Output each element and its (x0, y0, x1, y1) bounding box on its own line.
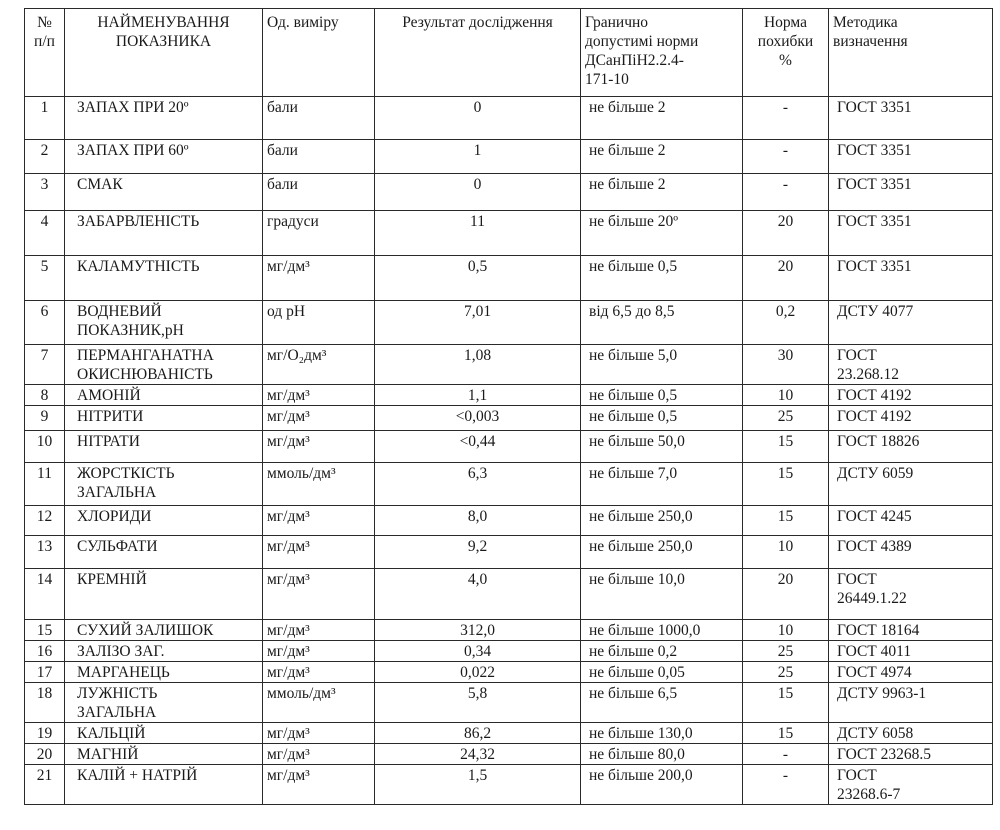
cell-method: ДСТУ 9963-1 (829, 683, 993, 723)
cell-error-norm: 10 (743, 620, 829, 641)
cell-indicator-name: ЗАЛІЗО ЗАГ. (65, 641, 263, 662)
water-analysis-table (24, 8, 993, 805)
cell-indicator-name: СУЛЬФАТИ (65, 536, 263, 569)
cell-row-number: 7 (25, 345, 65, 385)
cell-result: 11 (375, 211, 581, 256)
cell-method: ГОСТ 18826 (829, 431, 993, 463)
table-row (25, 406, 993, 431)
cell-method: ГОСТ 4389 (829, 536, 993, 569)
cell-row-number: 2 (25, 140, 65, 174)
cell-error-norm: 10 (743, 536, 829, 569)
cell-error-norm: 30 (743, 345, 829, 385)
cell-indicator-name: СУХИЙ ЗАЛИШОК (65, 620, 263, 641)
cell-method: ГОСТ 4245 (829, 506, 993, 536)
cell-row-number: 20 (25, 744, 65, 765)
cell-indicator-name: ЖОРСТКІСТЬ ЗАГАЛЬНА (65, 463, 263, 506)
cell-error-norm: - (743, 744, 829, 765)
cell-unit: мг/дм³ (263, 406, 375, 431)
cell-method: ГОСТ 3351 (829, 140, 993, 174)
table-row (25, 536, 993, 569)
cell-method: ГОСТ 4192 (829, 385, 993, 406)
cell-permissible-limit: не більше 5,0 (581, 345, 743, 385)
cell-row-number: 12 (25, 506, 65, 536)
cell-unit: мг/дм³ (263, 620, 375, 641)
cell-result: 0,34 (375, 641, 581, 662)
cell-method: ГОСТ 4192 (829, 406, 993, 431)
cell-result: 5,8 (375, 683, 581, 723)
cell-permissible-limit: не більше 0,2 (581, 641, 743, 662)
table-row (25, 569, 993, 620)
cell-unit: бали (263, 140, 375, 174)
cell-error-norm: 15 (743, 723, 829, 744)
cell-unit: ммоль/дм³ (263, 463, 375, 506)
table-row (25, 683, 993, 723)
cell-method: ГОСТ 3351 (829, 256, 993, 301)
cell-indicator-name: КАЛІЙ + НАТРІЙ (65, 765, 263, 805)
cell-permissible-limit: не більше 130,0 (581, 723, 743, 744)
cell-permissible-limit: від 6,5 до 8,5 (581, 301, 743, 345)
cell-error-norm: 20 (743, 211, 829, 256)
cell-method: ДСТУ 6058 (829, 723, 993, 744)
cell-permissible-limit: не більше 20º (581, 211, 743, 256)
cell-indicator-name: КРЕМНІЙ (65, 569, 263, 620)
cell-method: ГОСТ 18164 (829, 620, 993, 641)
cell-row-number: 6 (25, 301, 65, 345)
cell-method: ГОСТ 3351 (829, 97, 993, 140)
cell-row-number: 19 (25, 723, 65, 744)
cell-result: 4,0 (375, 569, 581, 620)
cell-method: ГОСТ 4011 (829, 641, 993, 662)
cell-unit: мг/дм³ (263, 765, 375, 805)
cell-error-norm: 25 (743, 406, 829, 431)
header-tolerance: Норма похибки % (743, 9, 829, 97)
cell-result: 0 (375, 97, 581, 140)
cell-permissible-limit: не більше 200,0 (581, 765, 743, 805)
cell-method: ГОСТ 23.268.12 (829, 345, 993, 385)
cell-row-number: 15 (25, 620, 65, 641)
table-row (25, 662, 993, 683)
cell-indicator-name: АМОНІЙ (65, 385, 263, 406)
cell-row-number: 16 (25, 641, 65, 662)
cell-indicator-name: НІТРИТИ (65, 406, 263, 431)
header-method: Методика визначення (829, 9, 993, 97)
cell-permissible-limit: не більше 2 (581, 174, 743, 211)
cell-unit: ммоль/дм³ (263, 683, 375, 723)
cell-result: 312,0 (375, 620, 581, 641)
table-row (25, 385, 993, 406)
header-unit: Од. виміру (263, 9, 375, 97)
table-row (25, 345, 993, 385)
table-header-row (25, 9, 993, 97)
cell-unit: мг/дм³ (263, 431, 375, 463)
cell-indicator-name: ЗАПАХ ПРИ 20º (65, 97, 263, 140)
cell-result: 1,08 (375, 345, 581, 385)
cell-error-norm: - (743, 140, 829, 174)
cell-indicator-name: ВОДНЕВИЙ ПОКАЗНИК,рН (65, 301, 263, 345)
cell-error-norm: 15 (743, 463, 829, 506)
cell-unit: мг/дм³ (263, 723, 375, 744)
header-result: Результат дослідження (375, 9, 581, 97)
cell-permissible-limit: не більше 0,5 (581, 256, 743, 301)
table-row (25, 211, 993, 256)
table-row (25, 723, 993, 744)
cell-unit: од рН (263, 301, 375, 345)
cell-result: 1,5 (375, 765, 581, 805)
cell-row-number: 9 (25, 406, 65, 431)
cell-unit: мг/дм³ (263, 385, 375, 406)
cell-result: 1,1 (375, 385, 581, 406)
cell-row-number: 3 (25, 174, 65, 211)
cell-row-number: 14 (25, 569, 65, 620)
cell-unit: мг/дм³ (263, 536, 375, 569)
cell-row-number: 17 (25, 662, 65, 683)
table-row (25, 620, 993, 641)
cell-indicator-name: КАЛЬЦІЙ (65, 723, 263, 744)
table-body (25, 97, 993, 805)
table-row (25, 744, 993, 765)
cell-permissible-limit: не більше 0,5 (581, 385, 743, 406)
cell-method: ГОСТ 23268.6-7 (829, 765, 993, 805)
cell-method: ГОСТ 3351 (829, 211, 993, 256)
table-row (25, 174, 993, 211)
cell-error-norm: 25 (743, 662, 829, 683)
table-row (25, 301, 993, 345)
cell-permissible-limit: не більше 10,0 (581, 569, 743, 620)
header-indicator-name: НАЙМЕНУВАННЯ ПОКАЗНИКА (65, 9, 263, 97)
table-row (25, 431, 993, 463)
table-row (25, 765, 993, 805)
cell-indicator-name: ЛУЖНІСТЬ ЗАГАЛЬНА (65, 683, 263, 723)
cell-permissible-limit: не більше 1000,0 (581, 620, 743, 641)
cell-unit: мг/дм³ (263, 641, 375, 662)
cell-error-norm: 20 (743, 256, 829, 301)
cell-permissible-limit: не більше 7,0 (581, 463, 743, 506)
cell-error-norm: - (743, 765, 829, 805)
cell-permissible-limit: не більше 2 (581, 97, 743, 140)
cell-row-number: 1 (25, 97, 65, 140)
table-row (25, 463, 993, 506)
cell-indicator-name: МАГНІЙ (65, 744, 263, 765)
cell-error-norm: - (743, 174, 829, 211)
cell-result: 7,01 (375, 301, 581, 345)
cell-method: ГОСТ 23268.5 (829, 744, 993, 765)
cell-indicator-name: КАЛАМУТНІСТЬ (65, 256, 263, 301)
cell-unit: мг/дм³ (263, 569, 375, 620)
cell-permissible-limit: не більше 2 (581, 140, 743, 174)
cell-indicator-name: МАРГАНЕЦЬ (65, 662, 263, 683)
cell-permissible-limit: не більше 0,5 (581, 406, 743, 431)
header-number: № п/п (25, 9, 65, 97)
cell-permissible-limit: не більше 50,0 (581, 431, 743, 463)
cell-result: 86,2 (375, 723, 581, 744)
cell-method: ГОСТ 26449.1.22 (829, 569, 993, 620)
cell-error-norm: 15 (743, 506, 829, 536)
cell-unit: мг/дм³ (263, 256, 375, 301)
cell-indicator-name: НІТРАТИ (65, 431, 263, 463)
cell-permissible-limit: не більше 250,0 (581, 536, 743, 569)
cell-result: 9,2 (375, 536, 581, 569)
table-row (25, 140, 993, 174)
cell-row-number: 18 (25, 683, 65, 723)
cell-unit: мг/дм³ (263, 662, 375, 683)
cell-indicator-name: ЗАБАРВЛЕНІСТЬ (65, 211, 263, 256)
cell-unit: градуси (263, 211, 375, 256)
cell-unit: мг/дм³ (263, 744, 375, 765)
cell-row-number: 4 (25, 211, 65, 256)
cell-result: 6,3 (375, 463, 581, 506)
table-row (25, 641, 993, 662)
cell-method: ДСТУ 4077 (829, 301, 993, 345)
cell-row-number: 5 (25, 256, 65, 301)
cell-result: 1 (375, 140, 581, 174)
cell-result: 0 (375, 174, 581, 211)
cell-result: 0,022 (375, 662, 581, 683)
cell-row-number: 11 (25, 463, 65, 506)
cell-error-norm: 25 (743, 641, 829, 662)
cell-method: ГОСТ 4974 (829, 662, 993, 683)
cell-error-norm: 15 (743, 431, 829, 463)
cell-row-number: 21 (25, 765, 65, 805)
cell-indicator-name: ХЛОРИДИ (65, 506, 263, 536)
cell-permissible-limit: не більше 6,5 (581, 683, 743, 723)
cell-row-number: 8 (25, 385, 65, 406)
cell-result: <0,44 (375, 431, 581, 463)
cell-unit: мг/дм³ (263, 506, 375, 536)
cell-error-norm: 20 (743, 569, 829, 620)
cell-unit: мг/О₂дм³ (263, 345, 375, 385)
table-row (25, 97, 993, 140)
cell-result: <0,003 (375, 406, 581, 431)
cell-unit: бали (263, 174, 375, 211)
cell-permissible-limit: не більше 0,05 (581, 662, 743, 683)
cell-row-number: 13 (25, 536, 65, 569)
cell-method: ДСТУ 6059 (829, 463, 993, 506)
cell-row-number: 10 (25, 431, 65, 463)
cell-error-norm: 0,2 (743, 301, 829, 345)
cell-indicator-name: СМАК (65, 174, 263, 211)
cell-result: 0,5 (375, 256, 581, 301)
cell-error-norm: 10 (743, 385, 829, 406)
cell-error-norm: - (743, 97, 829, 140)
cell-indicator-name: ПЕРМАНГАНАТНА ОКИСНЮВАНІСТЬ (65, 345, 263, 385)
header-limit: Гранично допустимі норми ДСанПіН2.2.4- 171-10 (581, 9, 743, 97)
cell-result: 8,0 (375, 506, 581, 536)
cell-unit: бали (263, 97, 375, 140)
table-row (25, 506, 993, 536)
cell-indicator-name: ЗАПАХ ПРИ 60º (65, 140, 263, 174)
cell-error-norm: 15 (743, 683, 829, 723)
table-row (25, 256, 993, 301)
cell-permissible-limit: не більше 80,0 (581, 744, 743, 765)
cell-method: ГОСТ 3351 (829, 174, 993, 211)
cell-result: 24,32 (375, 744, 581, 765)
cell-permissible-limit: не більше 250,0 (581, 506, 743, 536)
